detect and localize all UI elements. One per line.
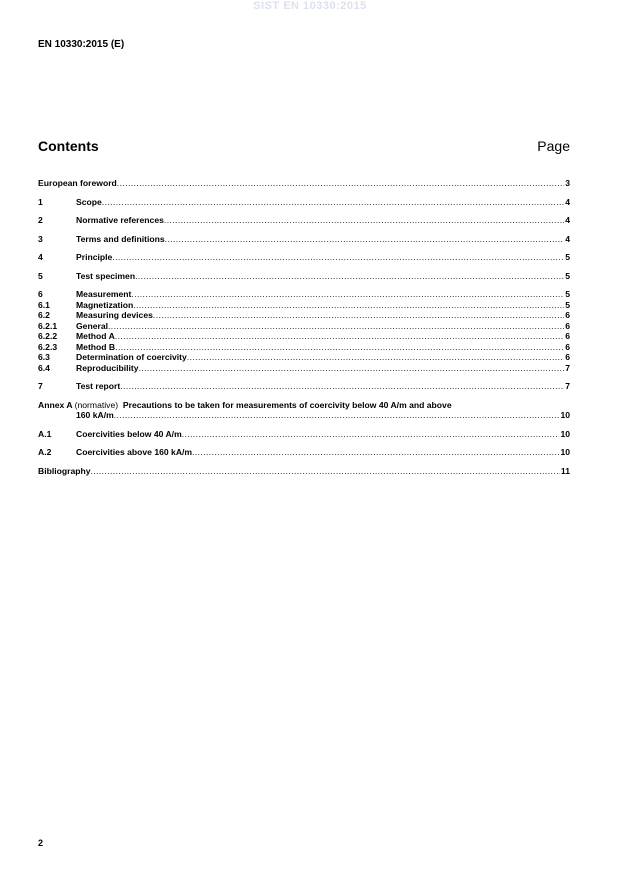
toc-entry-reproducibility[interactable] [38, 363, 570, 374]
toc-entry-number: 4 [38, 252, 43, 262]
toc-entry-bibliography[interactable] [38, 466, 570, 477]
toc-entry-a1[interactable] [38, 429, 570, 440]
toc-entry-test-specimen[interactable] [38, 271, 570, 282]
toc-entry-title: Coercivities above 160 kA/m [76, 447, 193, 457]
page-number: 2 [38, 838, 44, 848]
annex-title-line1: Precautions to be taken for measurements of coercivity below 40 A/m and above [122, 399, 452, 410]
toc-entry-page: 7 [565, 362, 570, 373]
toc-entry-number: 1 [38, 196, 43, 207]
toc-entry-annex-a[interactable] [38, 400, 570, 421]
toc-entry-number: 6.4 [38, 362, 50, 373]
annex-type: (normative) [74, 399, 119, 410]
toc-entry-title: Test report [76, 381, 121, 391]
toc-entry-principle[interactable] [38, 252, 570, 263]
toc-entry-method-a[interactable] [38, 331, 570, 342]
toc-entry-page: 6 [565, 341, 570, 352]
watermark: SIST EN 10330:2015 [253, 0, 367, 12]
toc-entry-measurement[interactable] [38, 289, 570, 300]
toc-entry-page: 6 [565, 320, 570, 331]
toc-entry-number: A.1 [38, 428, 52, 439]
toc-entry-title: Measurement [76, 289, 132, 299]
toc-entry-number: 6.2.2 [38, 331, 58, 341]
toc-entry-scope[interactable] [38, 197, 570, 208]
toc-entry-normative-references[interactable] [38, 215, 570, 226]
toc-entry-general[interactable] [38, 321, 570, 332]
toc-entry-title: Method B [76, 341, 116, 352]
toc-entry-test-report[interactable] [38, 381, 570, 392]
toc-entry-number: 6.2 [38, 310, 50, 320]
toc-entry-title: Measuring devices [76, 310, 153, 320]
toc-entry-title: Coercivities below 40 A/m [76, 428, 182, 439]
toc-entry-page: 5 [565, 252, 570, 262]
toc-entry-page: 4 [565, 196, 570, 207]
toc-entry-number: 3 [38, 233, 43, 244]
toc-entry-title: Terms and definitions [76, 233, 165, 244]
toc-entry-magnetization[interactable] [38, 300, 570, 311]
toc-entry-title: Method A [76, 331, 115, 341]
page-column-label: Page [537, 138, 570, 154]
toc-entry-title: Reproducibility [76, 362, 139, 373]
toc-entry-terms-and-definitions[interactable] [38, 234, 570, 245]
toc-entry-page: 4 [565, 233, 570, 244]
toc-entry-measuring-devices[interactable] [38, 310, 570, 321]
annex-label: Annex A [38, 399, 73, 410]
toc-entry-page: 7 [565, 381, 570, 391]
toc-entry-title: European foreword [38, 178, 117, 188]
toc-entry-title: Principle [76, 252, 113, 262]
toc-entry-page: 5 [565, 289, 570, 299]
toc-entry-number: 2 [38, 215, 43, 225]
toc-entry-page: 5 [565, 299, 570, 310]
toc-entry-page: 6 [565, 352, 570, 362]
annex-title-line2: 160 kA/m [76, 410, 114, 420]
document-id: EN 10330:2015 (E) [38, 39, 125, 50]
toc-entry-foreword[interactable] [38, 178, 570, 189]
toc-entry-number: 6.2.3 [38, 341, 58, 352]
toc-entry-title: Test specimen [76, 270, 136, 281]
toc-entry-page: 6 [565, 331, 570, 341]
toc-entry-page: 11 [560, 465, 570, 476]
toc-entry-title: General [76, 320, 109, 331]
toc-entry-method-b[interactable] [38, 342, 570, 353]
contents-title: Contents [38, 138, 99, 154]
toc-entry-page: 10 [560, 410, 570, 420]
toc-entry-title: Magnetization [76, 299, 134, 310]
toc-entry-number: 7 [38, 381, 43, 391]
toc-entry-number: 6.3 [38, 352, 50, 362]
toc-entry-page: 4 [565, 215, 570, 225]
toc-entry-title: Determination of coercivity [76, 352, 187, 362]
toc-entry-page: 6 [565, 310, 570, 320]
toc-entry-number: 6 [38, 289, 43, 299]
toc-entry-number: 6.2.1 [38, 320, 58, 331]
table-of-contents [38, 178, 570, 476]
toc-entry-page: 5 [565, 270, 570, 281]
toc-entry-number: 6.1 [38, 299, 50, 310]
toc-entry-a2[interactable] [38, 447, 570, 458]
toc-entry-page: 10 [560, 447, 570, 457]
toc-entry-title: Normative references [76, 215, 164, 225]
toc-entry-title: Bibliography [38, 465, 91, 476]
toc-entry-number: A.2 [38, 447, 52, 457]
toc-entry-page: 10 [560, 428, 570, 439]
toc-entry-determination-of-coercivity[interactable] [38, 352, 570, 363]
toc-entry-page: 3 [565, 178, 570, 188]
toc-entry-title: Scope [76, 196, 102, 207]
toc-entry-number: 5 [38, 270, 43, 281]
